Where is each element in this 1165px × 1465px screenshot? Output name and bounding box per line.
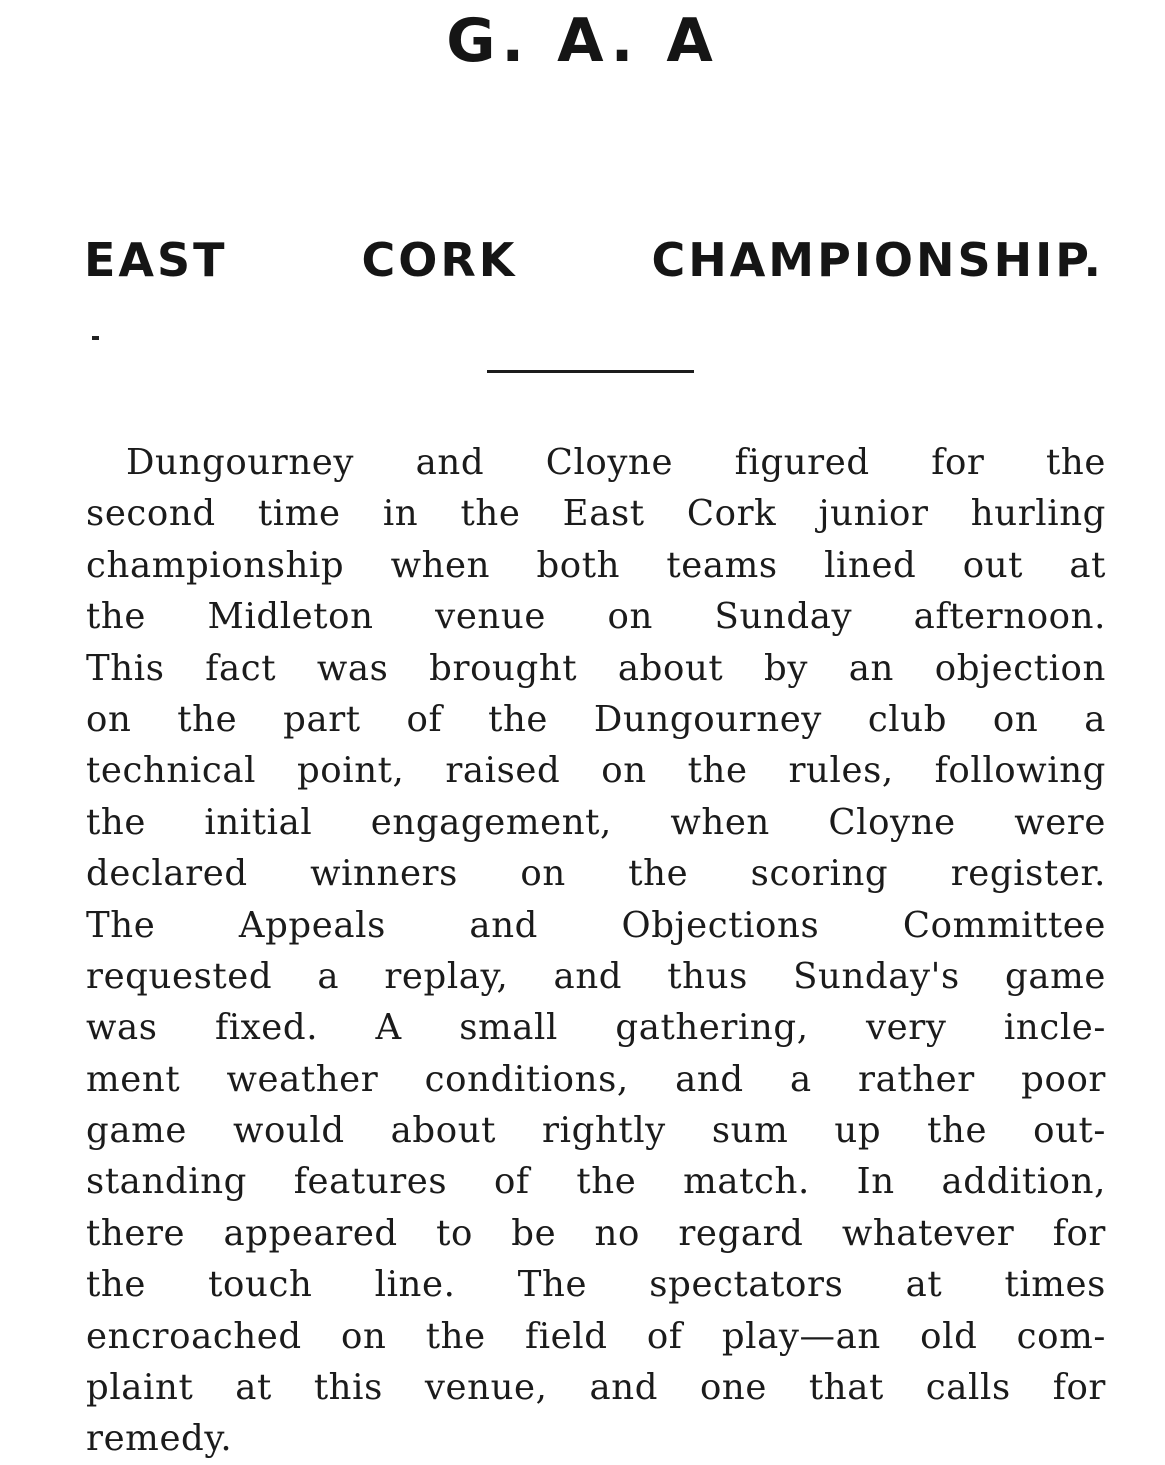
article-line: declared winners on the scoring register. (86, 853, 1106, 895)
article-line: Dungourney and Cloyne figured for the (126, 442, 1106, 483)
article-line: the Midleton venue on Sunday afternoon. (86, 596, 1106, 638)
article-line: technical point, raised on the rules, following (86, 750, 1106, 792)
article-line: standing features of the match. In addition, (86, 1161, 1106, 1203)
article-line: on the part of the Dungourney club on a (86, 698, 1106, 740)
article-line: ment weather conditions, and a rather poor (86, 1058, 1106, 1100)
article-line: encroached on the field of play—an old com- (86, 1315, 1106, 1357)
article-line: requested a replay, and thus Sunday's game (86, 955, 1106, 997)
article-line: This fact was brought about by an objection (86, 647, 1106, 689)
article-body (86, 437, 1106, 1465)
article-line: was fixed. A small gathering, very incle- (86, 1007, 1106, 1049)
article-line: plaint at this venue, and one that calls for (86, 1367, 1106, 1409)
article-line: second time in the East Cork junior hurling (86, 493, 1106, 535)
print-speck (92, 336, 99, 340)
article-headline: EAST CORK CHAMPIONSHIP. (84, 233, 1104, 287)
article-line: remedy. (86, 1418, 233, 1460)
article-line: game would about rightly sum up the out- (86, 1110, 1106, 1152)
section-heading: G. A. A (446, 6, 719, 76)
article-line: there appeared to be no regard whatever for (86, 1212, 1106, 1254)
article-line: the touch line. The spectators at times (86, 1264, 1106, 1306)
article-line: championship when both teams lined out at (86, 544, 1106, 586)
article-line: The Appeals and Objections Committee (86, 904, 1106, 946)
headline-rule (487, 370, 694, 373)
article-line: the initial engagement, when Cloyne were (86, 801, 1106, 843)
